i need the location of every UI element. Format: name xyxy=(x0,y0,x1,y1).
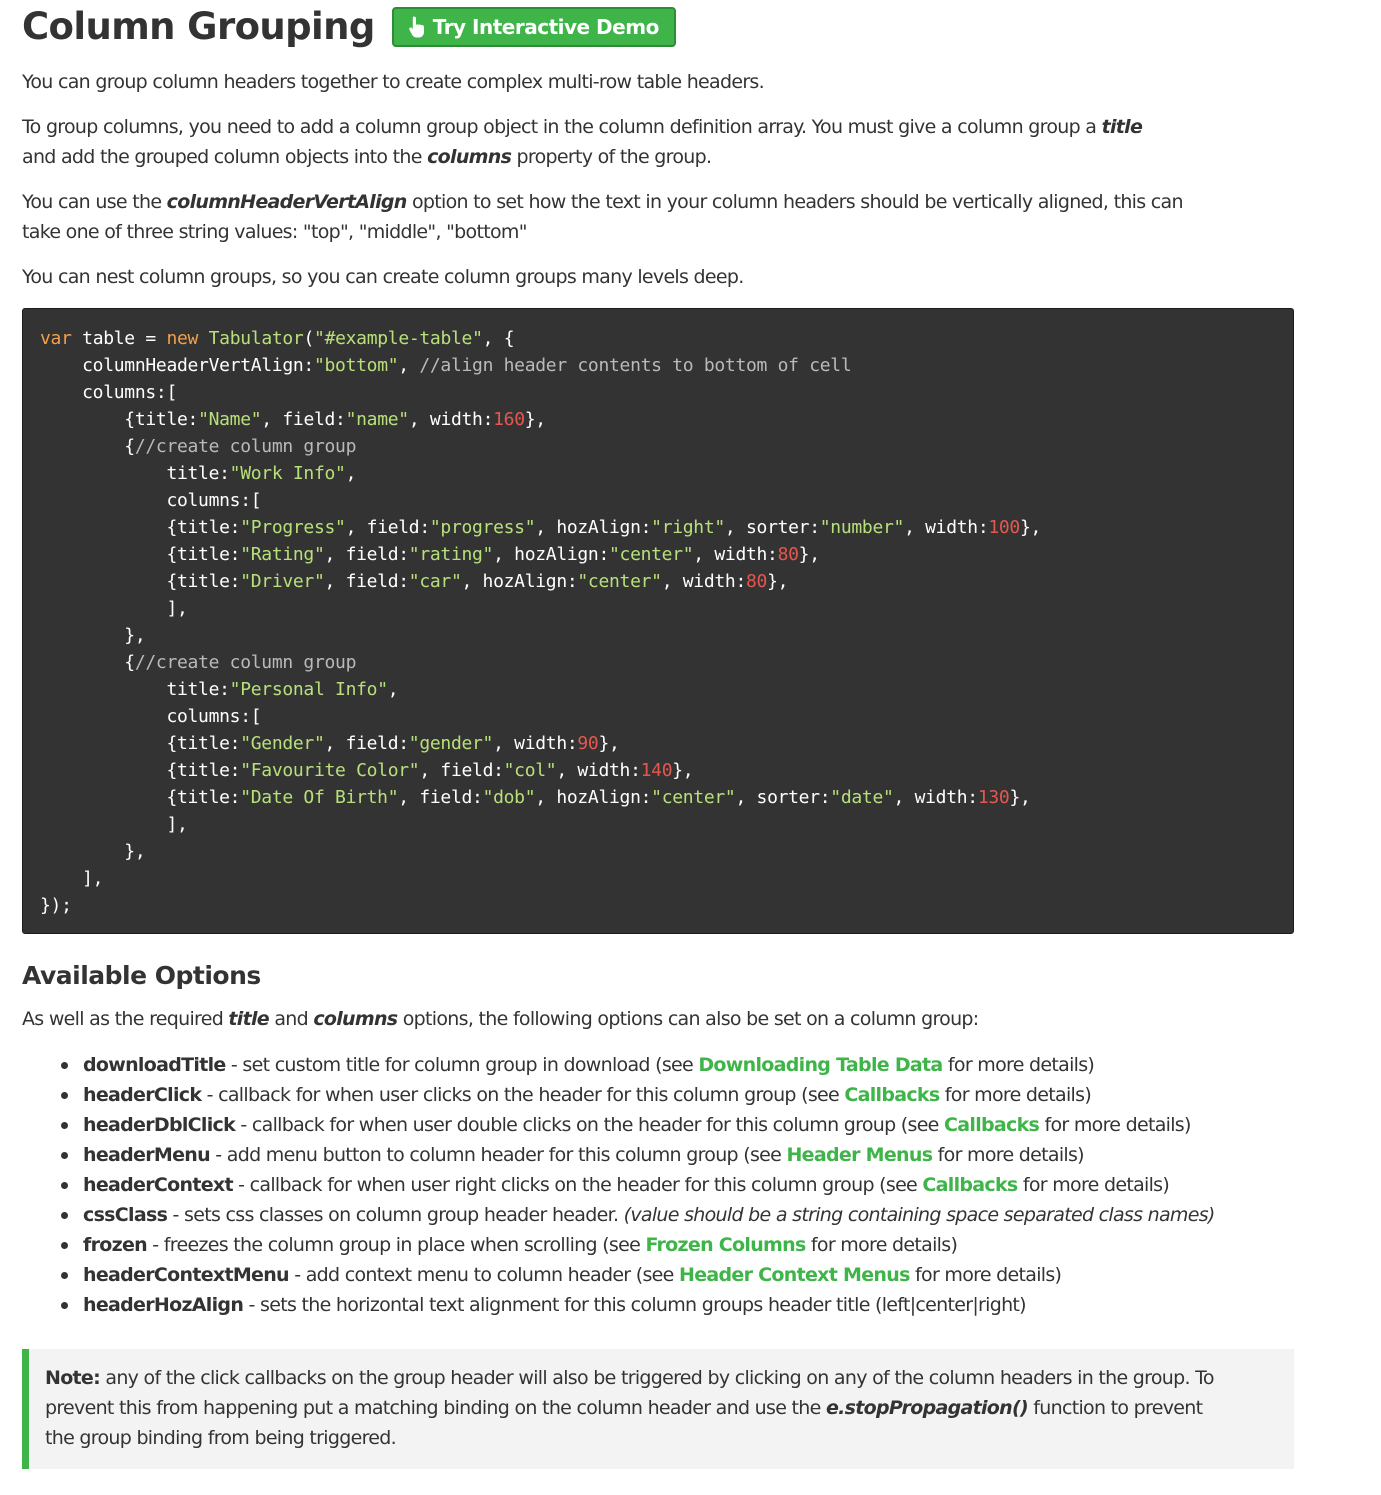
code-token: }, xyxy=(524,409,546,430)
title-row xyxy=(22,4,676,50)
code-token: "date" xyxy=(830,787,894,808)
code-token: "Work Info" xyxy=(229,463,346,484)
code-token: {title: xyxy=(40,760,241,781)
option-name: cssClass xyxy=(83,1204,168,1226)
code-token: , hozAlign: xyxy=(535,787,652,808)
option-description: - add context menu to column header (see xyxy=(288,1264,679,1286)
option-description-end: for more details) xyxy=(932,1144,1084,1166)
code-token: "name" xyxy=(345,409,409,430)
options-intro-c: and xyxy=(269,1008,314,1030)
option-note: (value should be a string containing space separated class names) xyxy=(623,1204,1215,1226)
option-doc-link[interactable]: Downloading Table Data xyxy=(698,1054,943,1076)
code-token: , xyxy=(345,463,357,484)
code-token: //create column group xyxy=(134,652,357,673)
code-token: "Name" xyxy=(198,409,262,430)
code-token: , field: xyxy=(419,760,504,781)
option-item-headerhozalign xyxy=(22,1290,1215,1320)
code-token: "number" xyxy=(819,517,905,538)
code-token: "rating" xyxy=(408,544,494,565)
code-token: {title: xyxy=(40,517,241,538)
bullet-icon xyxy=(61,1242,68,1249)
code-token: //create column group xyxy=(134,436,357,457)
code-token: , width: xyxy=(408,409,494,430)
option-description: - callback for when user right clicks on the header for this column group (see xyxy=(232,1174,923,1196)
code-token: "Rating" xyxy=(240,544,325,565)
option-description: - callback for when user clicks on the header for this column group (see xyxy=(201,1084,845,1106)
code-token: , width: xyxy=(493,733,578,754)
option-item-headerclick xyxy=(22,1080,1215,1110)
option-description: - add menu button to column header for this column group (see xyxy=(209,1144,787,1166)
try-interactive-demo-button[interactable] xyxy=(392,7,676,47)
code-line xyxy=(40,406,1293,433)
code-token: , width: xyxy=(693,544,778,565)
option-doc-link[interactable]: Header Menus xyxy=(786,1144,933,1166)
code-token: table = xyxy=(71,328,167,349)
code-line xyxy=(40,676,1293,703)
code-token: columns:[ xyxy=(40,490,262,511)
code-line xyxy=(40,892,1293,919)
code-line xyxy=(40,757,1293,784)
option-description-end: for more details) xyxy=(942,1054,1095,1076)
code-token: }, xyxy=(40,625,146,646)
option-item-headercontext xyxy=(22,1170,1215,1200)
code-token: 90 xyxy=(577,733,599,754)
option-name: headerHozAlign xyxy=(83,1294,244,1316)
option-doc-link[interactable]: Header Context Menus xyxy=(679,1264,910,1286)
intro-text-3d: take one of three string values: "top", "middle", "bottom" xyxy=(22,221,527,243)
code-token: ], xyxy=(40,598,188,619)
code-line xyxy=(40,460,1293,487)
note-text-b: function to prevent the group binding from being triggered. xyxy=(45,1397,1203,1449)
code-token: , { xyxy=(482,328,515,349)
try-interactive-demo-label: Try Interactive Demo xyxy=(432,15,659,39)
bullet-icon xyxy=(61,1182,68,1189)
code-token: columns:[ xyxy=(40,706,262,727)
intro-text-2a: To group columns, you need to add a column group object in the column definition array. You must give a column group a xyxy=(22,116,1102,138)
code-token: , sorter: xyxy=(735,787,831,808)
code-token: , field: xyxy=(324,571,409,592)
code-token: //align header contents to bottom of cell xyxy=(419,355,852,376)
code-token: , xyxy=(398,355,420,376)
option-doc-link[interactable]: Frozen Columns xyxy=(645,1234,806,1256)
intro-text-3a: You can use the xyxy=(22,191,167,213)
code-token: ( xyxy=(303,328,315,349)
hand-pointer-icon xyxy=(407,15,429,39)
option-description: - callback for when user double clicks on the header for this column group (see xyxy=(235,1114,945,1136)
code-token: , hozAlign: xyxy=(535,517,652,538)
code-token: { xyxy=(40,652,135,673)
code-token: "right" xyxy=(651,517,725,538)
code-token: "progress" xyxy=(429,517,536,538)
code-token: , field: xyxy=(324,544,409,565)
code-token: }); xyxy=(40,895,72,916)
code-token: 140 xyxy=(640,760,673,781)
code-token: "#example-table" xyxy=(314,328,483,349)
code-token: }, xyxy=(40,841,146,862)
option-item-headermenu xyxy=(22,1140,1215,1170)
title-option-name: title xyxy=(1101,116,1143,138)
option-name: headerMenu xyxy=(83,1144,210,1166)
intro-text-1: You can group column headers together to create complex multi-row table headers. xyxy=(22,71,764,93)
options-intro-e: options, the following options can also be set on a column group: xyxy=(397,1008,979,1030)
code-line xyxy=(40,649,1293,676)
code-token: {title: xyxy=(40,544,241,565)
option-description-end: for more details) xyxy=(939,1084,1092,1106)
code-token: , field: xyxy=(345,517,430,538)
code-line xyxy=(40,703,1293,730)
code-line xyxy=(40,379,1293,406)
note-text-a: any of the click callbacks on the group header will also be triggered by clicking on any of the column headers in the group. To prevent this from happening put a matching binding on the column header and use the xyxy=(45,1367,1214,1419)
code-token: }, xyxy=(767,571,789,592)
option-doc-link[interactable]: Callbacks xyxy=(922,1174,1018,1196)
code-token: "dob" xyxy=(482,787,536,808)
code-token: "car" xyxy=(408,571,462,592)
code-token: , xyxy=(387,679,399,700)
available-options-heading: Available Options xyxy=(22,961,261,990)
option-name: headerContext xyxy=(83,1174,233,1196)
code-token: "col" xyxy=(503,760,557,781)
bullet-icon xyxy=(61,1302,68,1309)
code-token: "bottom" xyxy=(313,355,399,376)
code-token: "Driver" xyxy=(240,571,325,592)
code-token: , width: xyxy=(661,571,746,592)
code-line xyxy=(40,622,1293,649)
option-description: - freezes the column group in place when scrolling (see xyxy=(146,1234,646,1256)
note-box xyxy=(22,1349,1294,1469)
stop-propagation-code: e.stopPropagation() xyxy=(825,1397,1028,1419)
option-description: - set custom title for column group in download (see xyxy=(225,1054,699,1076)
option-description: - sets the horizontal text alignment for this column groups header title (left|center|right) xyxy=(243,1294,1026,1316)
code-line xyxy=(40,595,1293,622)
code-token: {title: xyxy=(40,733,241,754)
code-token: title: xyxy=(40,463,230,484)
code-token: Tabulator xyxy=(208,328,304,349)
option-item-frozen xyxy=(22,1230,1215,1260)
intro-text-4: You can nest column groups, so you can create column groups many levels deep. xyxy=(22,266,744,288)
code-line xyxy=(40,784,1293,811)
option-description-end: for more details) xyxy=(1017,1174,1170,1196)
code-token: "gender" xyxy=(408,733,494,754)
code-token: ], xyxy=(40,814,188,835)
code-line xyxy=(40,541,1293,568)
option-name: headerClick xyxy=(83,1084,202,1106)
code-token: }, xyxy=(1019,517,1042,538)
note-label: Note: xyxy=(45,1367,101,1389)
option-name: downloadTitle xyxy=(83,1054,226,1076)
column-header-vert-align-option: columnHeaderVertAlign xyxy=(166,191,407,213)
code-token: "Gender" xyxy=(240,733,325,754)
code-token: }, xyxy=(1009,787,1031,808)
code-token: , field: xyxy=(261,409,346,430)
option-doc-link[interactable]: Callbacks xyxy=(944,1114,1040,1136)
code-token: columns:[ xyxy=(40,382,177,403)
code-line xyxy=(40,514,1293,541)
code-token: {title: xyxy=(40,787,241,808)
code-line xyxy=(40,325,1293,352)
code-token: , width: xyxy=(904,517,989,538)
code-line xyxy=(40,838,1293,865)
columns-option-name: columns xyxy=(427,146,512,168)
code-token: , width: xyxy=(556,760,641,781)
option-item-headercontextmenu xyxy=(22,1260,1215,1290)
option-name: headerDblClick xyxy=(83,1114,236,1136)
options-intro-title: title xyxy=(228,1008,269,1030)
bullet-icon xyxy=(61,1212,68,1219)
bullet-icon xyxy=(61,1092,68,1099)
option-description: - sets css classes on column group header header. xyxy=(167,1204,624,1226)
code-token: , field: xyxy=(324,733,409,754)
intro-text-2e: property of the group. xyxy=(511,146,712,168)
code-token: var xyxy=(40,328,72,349)
code-token: , hozAlign: xyxy=(461,571,578,592)
code-token: "Favourite Color" xyxy=(240,760,420,781)
options-list xyxy=(22,1050,1215,1320)
code-token: columnHeaderVertAlign: xyxy=(40,355,314,376)
option-item-cssclass xyxy=(22,1200,1215,1230)
code-token: }, xyxy=(672,760,694,781)
code-token: { xyxy=(40,436,135,457)
code-token xyxy=(198,328,209,349)
code-token: , width: xyxy=(893,787,978,808)
options-intro-a: As well as the required xyxy=(22,1008,229,1030)
bullet-icon xyxy=(61,1062,68,1069)
code-token: "Date Of Birth" xyxy=(240,787,399,808)
intro-paragraph-2 xyxy=(22,112,1294,172)
code-token: "Progress" xyxy=(240,517,346,538)
code-token: 100 xyxy=(988,517,1020,538)
option-description-end: for more details) xyxy=(909,1264,1062,1286)
bullet-icon xyxy=(61,1122,68,1129)
option-name: frozen xyxy=(83,1234,147,1256)
intro-text-2c: and add the grouped column objects into the xyxy=(22,146,428,168)
code-token: "center" xyxy=(651,787,736,808)
option-description-end: for more details) xyxy=(805,1234,958,1256)
intro-text-3c: option to set how the text in your column headers should be vertically aligned, this can xyxy=(406,191,1183,213)
option-item-downloadtitle xyxy=(22,1050,1215,1080)
code-token: "center" xyxy=(577,571,662,592)
code-token: 80 xyxy=(745,571,768,592)
code-token: ], xyxy=(40,868,104,889)
intro-paragraph-1 xyxy=(22,67,1294,97)
intro-paragraph-3 xyxy=(22,187,1294,247)
code-token: , sorter: xyxy=(724,517,820,538)
options-intro-paragraph xyxy=(22,1004,1294,1034)
code-line xyxy=(40,865,1293,892)
code-token: new xyxy=(166,328,199,349)
option-description-end: for more details) xyxy=(1039,1114,1191,1136)
code-line xyxy=(40,811,1293,838)
intro-paragraph-4 xyxy=(22,262,1294,292)
option-doc-link[interactable]: Callbacks xyxy=(844,1084,940,1106)
code-token: , hozAlign: xyxy=(493,544,609,565)
code-line xyxy=(40,568,1293,595)
page-title: Column Grouping xyxy=(22,5,375,48)
options-intro-columns: columns xyxy=(313,1008,398,1030)
code-token: }, xyxy=(598,733,620,754)
code-token: 130 xyxy=(977,787,1010,808)
code-token: , field: xyxy=(398,787,483,808)
bullet-icon xyxy=(61,1272,68,1279)
code-example-block xyxy=(22,308,1294,934)
code-token: }, xyxy=(798,544,820,565)
code-token: title: xyxy=(40,679,230,700)
code-line xyxy=(40,730,1293,757)
code-token: "Personal Info" xyxy=(229,679,388,700)
code-line xyxy=(40,487,1293,514)
option-name: headerContextMenu xyxy=(83,1264,289,1286)
code-token: "center" xyxy=(609,544,694,565)
code-token: {title: xyxy=(40,409,199,430)
bullet-icon xyxy=(61,1152,68,1159)
code-token: 80 xyxy=(777,544,799,565)
code-token: 160 xyxy=(493,409,525,430)
code-token: {title: xyxy=(40,571,241,592)
code-line xyxy=(40,352,1293,379)
code-line xyxy=(40,433,1293,460)
option-item-headerdblclick xyxy=(22,1110,1215,1140)
